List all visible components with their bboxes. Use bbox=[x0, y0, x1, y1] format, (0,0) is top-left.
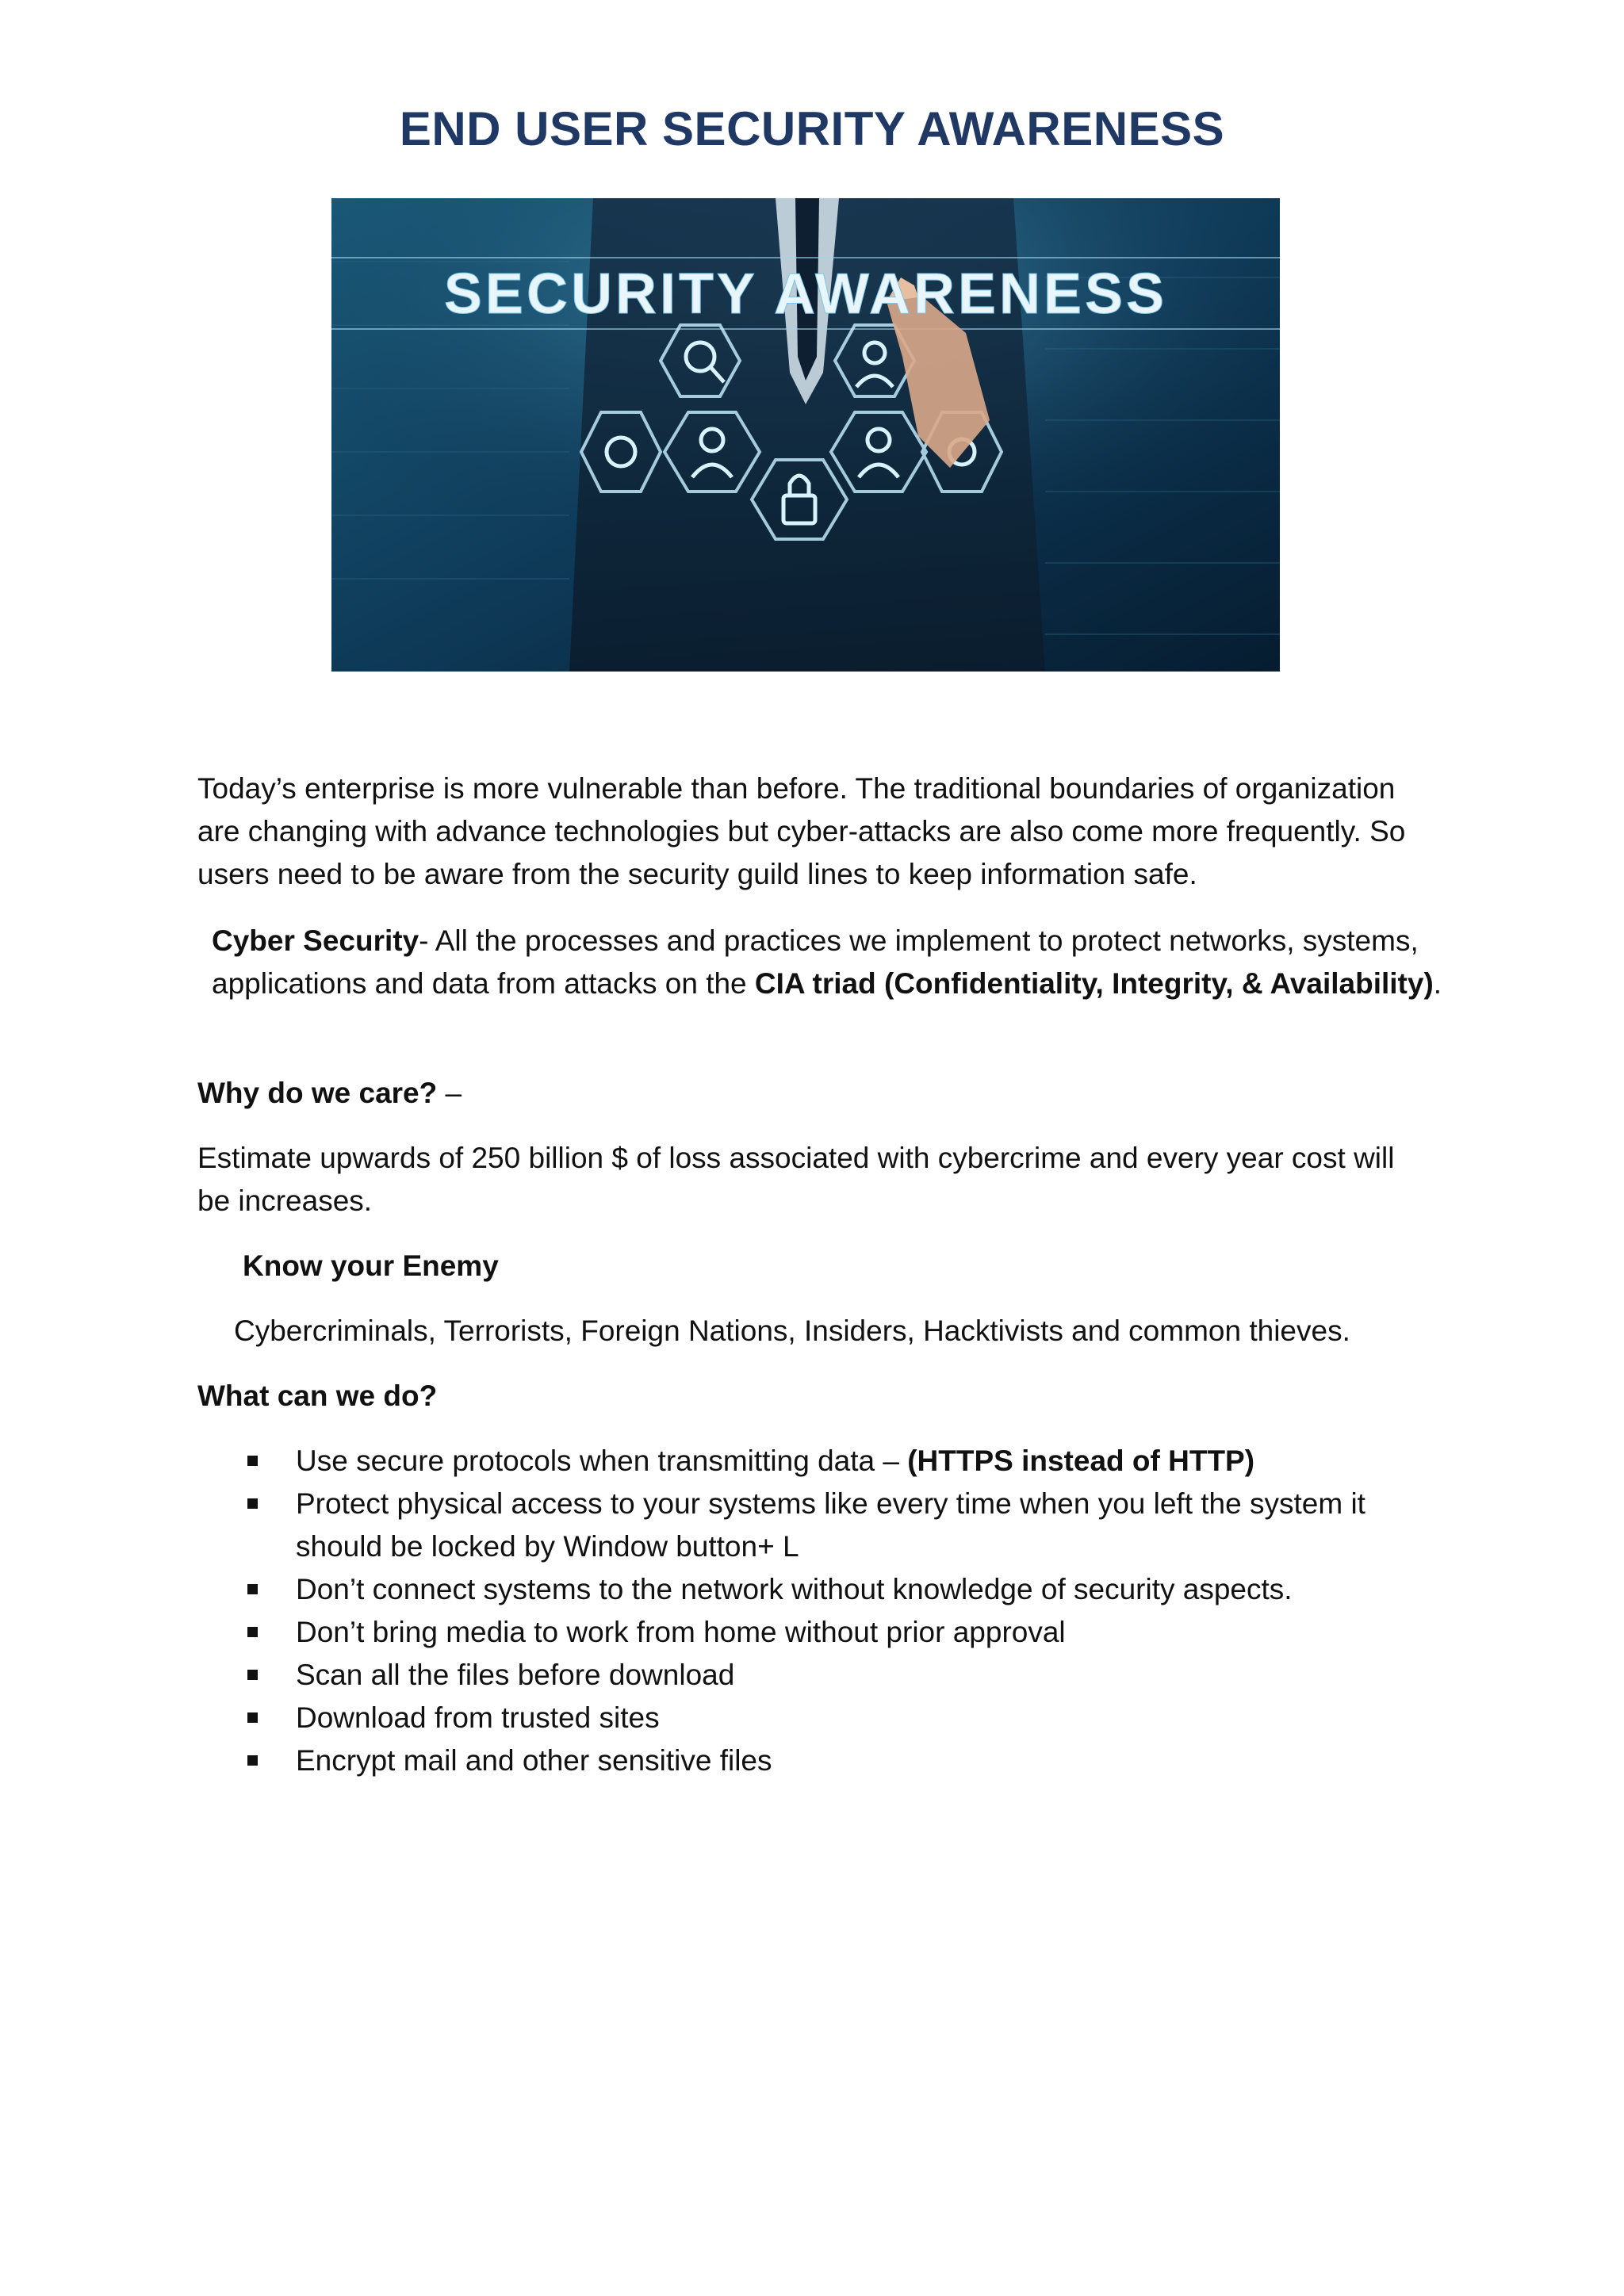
bullet-square-icon bbox=[247, 1712, 258, 1723]
why-care-text: Estimate upwards of 250 billion $ of loss associated with cybercrime and every year cost will be increases. bbox=[197, 1142, 1395, 1217]
list-item-text: Don’t bring media to work from home without prior approval bbox=[296, 1616, 1066, 1648]
list-item bbox=[197, 1654, 1434, 1697]
why-care-heading bbox=[197, 1072, 1434, 1115]
list-item-text: Don’t connect systems to the network without knowledge of security aspects. bbox=[296, 1573, 1293, 1605]
list-item bbox=[197, 1697, 1434, 1739]
list-item bbox=[197, 1440, 1434, 1483]
bullet-square-icon bbox=[247, 1584, 258, 1594]
why-care-heading-text: Why do we care? bbox=[197, 1077, 438, 1109]
bullet-square-icon bbox=[247, 1498, 258, 1509]
cyber-security-term: Cyber Security bbox=[212, 924, 419, 957]
page-title: END USER SECURITY AWARENESS bbox=[399, 102, 1225, 155]
bullet-square-icon bbox=[247, 1670, 258, 1680]
what-can-we-do-heading: What can we do? bbox=[197, 1380, 438, 1412]
list-item-text: Download from trusted sites bbox=[296, 1701, 660, 1734]
know-enemy-heading: Know your Enemy bbox=[243, 1249, 499, 1282]
banner-text: SECURITY AWARENESS bbox=[443, 262, 1168, 326]
list-item-text: Scan all the files before download bbox=[296, 1659, 735, 1691]
list-item bbox=[197, 1568, 1434, 1611]
list-item bbox=[197, 1611, 1434, 1654]
list-item-bold: (HTTPS instead of HTTP) bbox=[907, 1445, 1255, 1477]
cyber-security-end: . bbox=[1433, 967, 1442, 1000]
why-care-dash: – bbox=[437, 1077, 462, 1109]
cyber-security-definition: - All the processes and practices we implement to protect networks, systems, applications and data from attacks on the bbox=[212, 924, 1419, 1000]
intro-paragraph: Today’s enterprise is more vulnerable than before. The traditional boundaries of organization are changing with advance technologies but cyber-attacks are also come more frequently. So users need to be aware from the security guild lines to keep information safe. bbox=[197, 772, 1406, 890]
know-enemy-text: Cybercriminals, Terrorists, Foreign Nations, Insiders, Hacktivists and common thieves. bbox=[234, 1314, 1350, 1347]
bullet-square-icon bbox=[247, 1456, 258, 1466]
action-list bbox=[197, 1440, 1434, 1782]
list-item-text: Encrypt mail and other sensitive files bbox=[296, 1744, 772, 1777]
list-item bbox=[197, 1483, 1434, 1568]
cia-triad: CIA triad (Confidentiality, Integrity, & Availability) bbox=[754, 967, 1434, 1000]
cyber-security-paragraph bbox=[197, 920, 1449, 1005]
bullet-square-icon bbox=[247, 1627, 258, 1637]
list-item-text: Protect physical access to your systems like every time when you left the system it should be locked by Window button+ L bbox=[296, 1487, 1365, 1563]
security-awareness-image bbox=[331, 198, 1280, 672]
bullet-square-icon bbox=[247, 1755, 258, 1766]
list-item-text: Use secure protocols when transmitting data – bbox=[296, 1445, 908, 1477]
list-item bbox=[197, 1739, 1434, 1782]
